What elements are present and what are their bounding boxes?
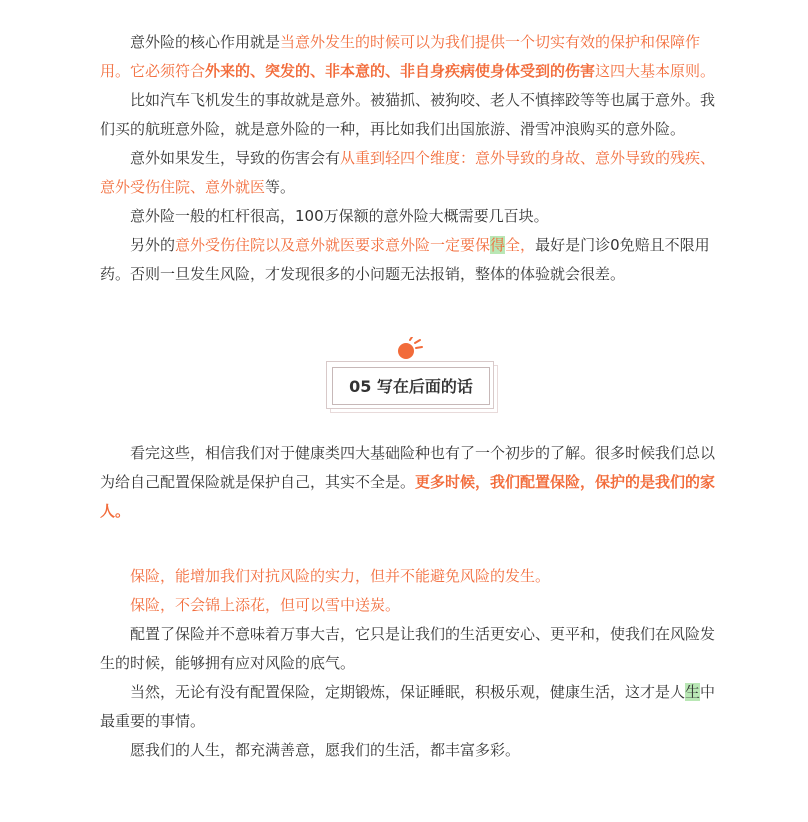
section-title: 05 写在后面的话 — [332, 367, 490, 405]
orange-text: 这四大基本原则。 — [595, 62, 716, 80]
text: 另外的 — [130, 236, 176, 254]
text: 等。 — [265, 178, 296, 196]
orange-circle-icon — [396, 337, 426, 361]
orange-text: 意外受伤住院以及意外就医要求意外险一定要保 — [175, 236, 491, 254]
paragraph-leverage: 意外险一般的杠杆很高，100万保额的意外险大概需要几百块。 — [130, 207, 549, 225]
section-header — [100, 289, 720, 439]
badge-frame — [326, 361, 494, 409]
paragraph-accident-examples: 比如汽车飞机发生的事故就是意外。被猫抓、被狗咬、老人不慎摔跤等等也属于意外。我们买的航班意外险，就是意外险的一种，再比如我们出国旅游、滑雪冲浪购买的意外险。 — [100, 91, 716, 138]
paragraph-injury-dimensions — [100, 144, 720, 202]
text: 中最重要的事情。 — [100, 683, 716, 730]
orange-text: 从重到轻四个维度：意外导致的身故、意外导致的残疾、意外受伤住院、意外就医 — [100, 149, 716, 196]
orange-text: 全， — [505, 236, 536, 254]
orange-bold-text: 外来的、突发的、非本意的、非自身疾病使身体受到的伤害 — [205, 62, 596, 80]
paragraph-closing-wish: 愿我们的人生，都充满善意，愿我们的生活，都丰富多彩。 — [130, 741, 521, 759]
paragraph-peace-of-mind: 配置了保险并不意味着万事大吉，它只是让我们的生活更安心、更平和，使我们在风险发生的时候，能够拥有应对风险的底气。 — [100, 625, 716, 672]
text: 当然，无论有没有配置保险，定期锻炼，保证睡眠，积极乐观，健康生活，这才是人 — [130, 683, 686, 701]
spacer — [100, 526, 720, 562]
highlighted-char: 得 — [490, 236, 506, 254]
quote-line: 保险，能增加我们对抗风险的实力，但并不能避免风险的发生。 — [130, 567, 551, 585]
article-body — [100, 28, 720, 765]
paragraph-coverage-advice — [100, 231, 720, 289]
paragraph-accident-purpose — [100, 28, 720, 86]
paragraph-conclusion — [100, 439, 720, 526]
section-badge — [326, 361, 494, 409]
orange-bold-text: 更多时候，我们配置保险，保护的是我们的家人。 — [100, 473, 716, 520]
text: 最好是门诊0免赔且不限用药。否则一旦发生风险，才发现很多的小问题无法报销，整体的体验就会很差。 — [100, 236, 710, 283]
text: 意外险的核心作用就是 — [130, 33, 281, 51]
paragraph-healthy-living — [100, 678, 720, 736]
quote-line: 保险，不会锦上添花，但可以雪中送炭。 — [130, 596, 401, 614]
text: 意外如果发生，导致的伤害会有 — [130, 149, 341, 167]
text: 看完这些，相信我们对于健康类四大基础险种也有了一个初步的了解。很多时候我们总以为给自己配置保险就是保护自己，其实不全是。 — [100, 444, 716, 491]
highlighted-char: 生 — [685, 683, 701, 701]
orange-text: 当意外发生的时候可以为我们提供一个切实有效的保护和保障作用。它必须符合 — [100, 33, 701, 80]
